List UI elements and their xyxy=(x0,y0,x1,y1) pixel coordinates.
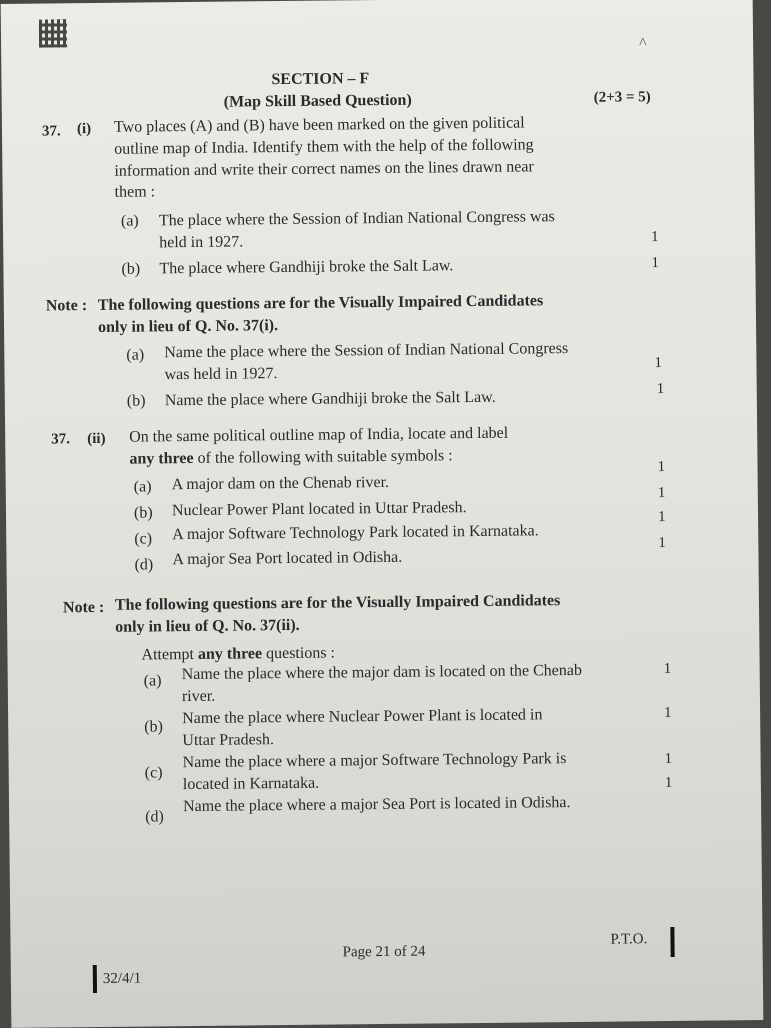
q37ii-d-text: A major Sea Port located in Odisha. xyxy=(172,548,403,569)
note1-a-label: (a) xyxy=(126,346,145,364)
footer-bar-right xyxy=(670,927,674,957)
q37i-a-mark: 1 xyxy=(651,229,659,246)
note2-a-label: (a) xyxy=(143,672,162,690)
note2-b-label: (b) xyxy=(144,718,163,736)
note2-line-2: only in lieu of Q. No. 37(ii). xyxy=(115,616,300,636)
note1-a-line-2: was held in 1927. xyxy=(164,365,278,384)
note2-c-line-2: located in Karnataka. xyxy=(182,774,320,794)
note1-prefix: Note : xyxy=(45,297,88,315)
q37i-line-4: them : xyxy=(114,183,156,201)
note2-a-line-2: river. xyxy=(181,687,216,706)
note2-prefix: Note : xyxy=(62,598,105,617)
q37i-a-line-1: The place where the Session of Indian National Congress was xyxy=(158,208,555,230)
qr-code-icon xyxy=(39,19,67,47)
note2-b-mark: 1 xyxy=(664,704,672,722)
q37i-a-line-2: held in 1927. xyxy=(159,233,244,252)
note2-c-mark: 1 xyxy=(664,750,673,768)
section-subtitle: (Map Skill Based Question) xyxy=(223,91,412,111)
q37i-a-label: (a) xyxy=(120,212,139,230)
q37ii-d-label: (d) xyxy=(134,556,154,574)
q37ii-line-2: any three of the following with suitable symbols : xyxy=(129,447,453,468)
q37ii-a-text: A major dam on the Chenab river. xyxy=(171,473,390,494)
note2-line-1: The following questions are for the Visually Impaired Candidates xyxy=(114,592,561,614)
question-number-2: 37. xyxy=(51,431,71,448)
q37ii-c-label: (c) xyxy=(134,530,153,548)
question-number: 37. xyxy=(41,123,61,140)
footer-bar-left xyxy=(93,965,97,993)
note2-d-line-1: Name the place where a major Sea Port is located in Odisha. xyxy=(182,794,571,816)
paper-code: 32/4/1 xyxy=(102,970,142,987)
q37ii-d-mark: 1 xyxy=(658,535,666,552)
note1-b-label: (b) xyxy=(126,392,146,410)
note2-b-line-1: Name the place where Nuclear Power Plant is located in xyxy=(182,706,543,728)
note2-c-label: (c) xyxy=(144,764,163,782)
note1-line-2: only in lieu of Q. No. 37(i). xyxy=(97,317,279,336)
q37i-line-2: outline map of India. Identify them with the help of the following xyxy=(114,136,534,158)
q37i-b-label: (b) xyxy=(121,260,141,278)
note1-b-text: Name the place where Gandhiji broke the Salt Law. xyxy=(164,388,496,410)
section-title: SECTION – F xyxy=(271,70,370,89)
note1-a-line-1: Name the place where the Session of Indian National Congress xyxy=(164,340,569,362)
question-part: (i) xyxy=(76,121,92,138)
pto-label: P.T.O. xyxy=(610,931,648,948)
note1-b-mark: 1 xyxy=(656,381,665,398)
note2-attempt: Attempt any three questions : xyxy=(141,644,336,664)
note2-d-mark: 1 xyxy=(664,774,673,792)
q37ii-line-1: On the same political outline map of India, locate and label xyxy=(129,424,509,446)
q37ii-b-text: Nuclear Power Plant located in Uttar Pradesh. xyxy=(171,499,467,520)
q37i-b-text: The place where Gandhiji broke the Salt Law. xyxy=(159,257,454,278)
q37i-line-1: Two places (A) and (B) have been marked on the given political xyxy=(113,114,525,136)
exam-page xyxy=(1,0,764,1028)
q37ii-b-label: (b) xyxy=(133,504,153,522)
q37ii-c-mark: 1 xyxy=(657,509,666,526)
q37i-b-mark: 1 xyxy=(651,255,659,272)
caret-mark: ^ xyxy=(639,35,647,53)
q37i-line-3: information and write their correct names on the lines drawn near xyxy=(114,158,534,180)
question-part-2: (ii) xyxy=(87,430,106,448)
q37ii-c-text: A major Software Technology Park located in Karnataka. xyxy=(172,522,539,544)
page-number: Page 21 of 24 xyxy=(342,943,426,961)
q37ii-b-mark: 1 xyxy=(657,485,666,502)
q37ii-a-label: (a) xyxy=(133,478,152,496)
q37ii-a-mark: 1 xyxy=(657,459,666,476)
note1-line-1: The following questions are for the Visually Impaired Candidates xyxy=(97,292,544,314)
note2-d-label: (d) xyxy=(145,808,164,826)
note2-c-line-1: Name the place where a major Software Technology Park is xyxy=(182,750,567,772)
note1-a-mark: 1 xyxy=(654,355,663,372)
note2-a-mark: 1 xyxy=(663,660,672,678)
note2-b-line-2: Uttar Pradesh. xyxy=(182,731,274,750)
total-marks: (2+3 = 5) xyxy=(593,89,651,106)
note2-a-line-1: Name the place where the major dam is located on the Chenab xyxy=(181,661,583,684)
